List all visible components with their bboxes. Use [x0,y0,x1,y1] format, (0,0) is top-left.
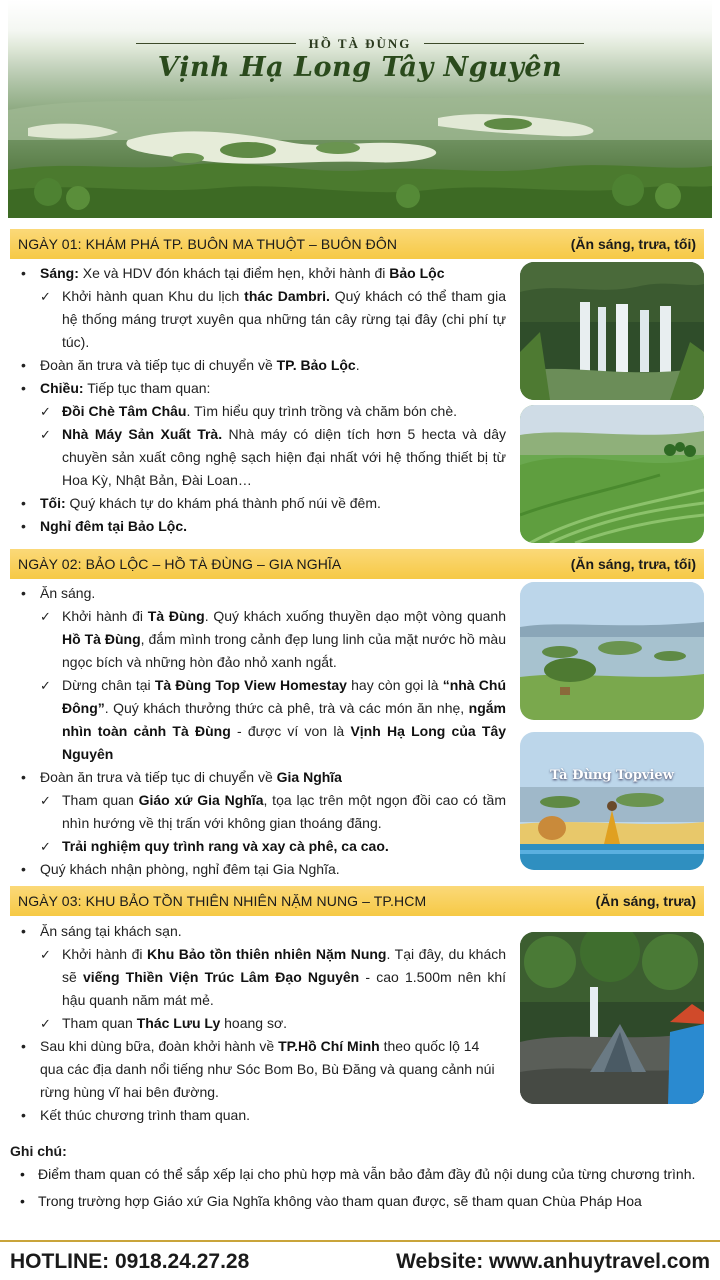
list-item: ✓ Khởi hành quan Khu du lịch thác Dambri. Quý khách có thể tham gia hệ thống máng trượt xuyên qua những tán cây rừng tại đây (chi phí tự túc). [18,285,506,354]
day-1-meals: (Ăn sáng, trưa, tối) [570,236,696,252]
day-2-title: NGÀY 02: BẢO LỘC – HỒ TÀ ĐÙNG – GIA NGHĨA [18,556,342,572]
list-item: ✓ Dừng chân tại Tà Đùng Top View Homestay hay còn gọi là “nhà Chú Đông”. Quý khách thưởng thức cà phê, trà và các món ăn nhẹ, ngắm nhìn toàn cảnh Tà Đùng - được ví von là Vịnh Hạ Long của Tây Nguyên [18,674,506,766]
tea-hill-photo [520,405,704,543]
footer-divider [0,1240,720,1242]
list-item: • Ăn sáng. [21,585,96,601]
list-item: ✓ Nhà Máy Sản Xuất Trà. Nhà máy có diện tích hơn 5 hecta và dây chuyền sản xuất công nghệ sạch hiện đại nhất với hệ thống thiết bị từ Hoa Kỳ, Nhật Bản, Đài Loan… [18,423,506,492]
camping-photo [520,932,704,1104]
list-item: ✓ Đồi Chè Tâm Châu. Tìm hiểu quy trình trồng và chăm bón chè. [18,400,506,423]
landscape-illustration [8,0,712,218]
check-icon: ✓ [40,793,51,808]
day-3-title: NGÀY 03: KHU BẢO TỒN THIÊN NHIÊN NẶM NUNG – TP.HCM [18,893,427,909]
day-2-itinerary [18,582,506,881]
day-3-meals: (Ăn sáng, trưa) [595,893,696,909]
list-item: • Trong trường hợp Giáo xứ Gia Nghĩa không vào tham quan được, sẽ tham quan Chùa Pháp Hoa [20,1193,642,1209]
list-item: • Kết thúc chương trình tham quan. [21,1107,251,1123]
day-3-itinerary [18,920,506,1127]
photo-caption: Tà Đùng Topview [550,768,674,783]
day-2-header [10,549,704,579]
banner-title: Vịnh Hạ Long Tây Nguyên [157,52,563,83]
list-item: • Điểm tham quan có thể sắp xếp lại cho phù hợp mà vẫn bảo đảm đầy đủ nội dung của từng chương trình. [20,1166,696,1182]
website-link[interactable]: Website: www.anhuytravel.com [396,1250,710,1273]
hotline[interactable]: HOTLINE: 0918.24.27.28 [10,1250,250,1273]
check-icon: ✓ [40,289,51,304]
footer [10,1247,710,1277]
list-item: • Sáng: Xe và HDV đón khách tại điểm hẹn, khởi hành đi Bảo Lộc [21,265,445,281]
list-item: ✓ Trải nghiệm quy trình rang và xay cà phê, ca cao. [18,835,506,858]
notes-section [10,1140,704,1213]
list-item: • Nghỉ đêm tại Bảo Lộc. [21,518,188,534]
lake-view-photo [520,582,704,720]
check-icon: ✓ [40,947,51,962]
day-1-header [10,229,704,259]
list-item: ✓ Khởi hành đi Tà Đùng. Quý khách xuống thuyền dạo một vòng quanh Hồ Tà Đùng, đắm mình trong cảnh đẹp lung linh của mặt nước hồ màu ngọc bích và những hòn đảo nhỏ xanh ngắt. [18,605,506,674]
day-1-itinerary [18,262,506,538]
check-icon: ✓ [40,678,51,693]
list-item: • Chiều: Tiếp tục tham quan: [21,380,211,396]
list-item: ✓ Tham quan Giáo xứ Gia Nghĩa, tọa lạc trên một ngọn đồi cao có tầm nhìn hướng về thị trấn với không gian thoáng đãng. [18,789,506,835]
list-item: • Quý khách nhận phòng, nghỉ đêm tại Gia Nghĩa. [21,861,340,877]
list-item: • Tối: Quý khách tự do khám phá thành phố núi về đêm. [21,495,381,511]
list-item: ✓ Tham quan Thác Lưu Ly hoang sơ. [18,1012,506,1035]
notes-title: Ghi chú: [10,1143,67,1159]
day-3-header [10,886,704,916]
check-icon: ✓ [40,404,51,419]
ta-dung-topview-photo [520,732,704,870]
check-icon: ✓ [40,609,51,624]
check-icon: ✓ [40,1016,51,1031]
waterfall-photo [520,262,704,400]
check-icon: ✓ [40,839,51,854]
day-1-title: NGÀY 01: KHÁM PHÁ TP. BUÔN MA THUỘT – BUÔN ĐÔN [18,236,398,252]
list-item: • Đoàn ăn trưa và tiếp tục di chuyển về TP. Bảo Lộc. [21,357,360,373]
list-item: • Sau khi dùng bữa, đoàn khởi hành về TP.Hồ Chí Minh theo quốc lộ 14 qua các địa danh nổi tiếng như Sóc Bom Bo, Bù Đăng và quang cảnh núi rừng hùng vĩ hai bên đường. [21,1038,495,1100]
day-2-meals: (Ăn sáng, trưa, tối) [570,556,696,572]
banner [8,0,712,218]
list-item: ✓ Khởi hành đi Khu Bảo tồn thiên nhiên Nặm Nung. Tại đây, du khách sẽ viếng Thiền Viện Trúc Lâm Đạo Nguyên - cao 1.500m nên khí hậu quanh năm mát mẻ. [18,943,506,1012]
check-icon: ✓ [40,427,51,442]
list-item: • Ăn sáng tại khách sạn. [21,923,182,939]
banner-subtitle: HỒ TÀ ĐÙNG [308,36,412,51]
list-item: • Đoàn ăn trưa và tiếp tục di chuyển về Gia Nghĩa [21,769,342,785]
